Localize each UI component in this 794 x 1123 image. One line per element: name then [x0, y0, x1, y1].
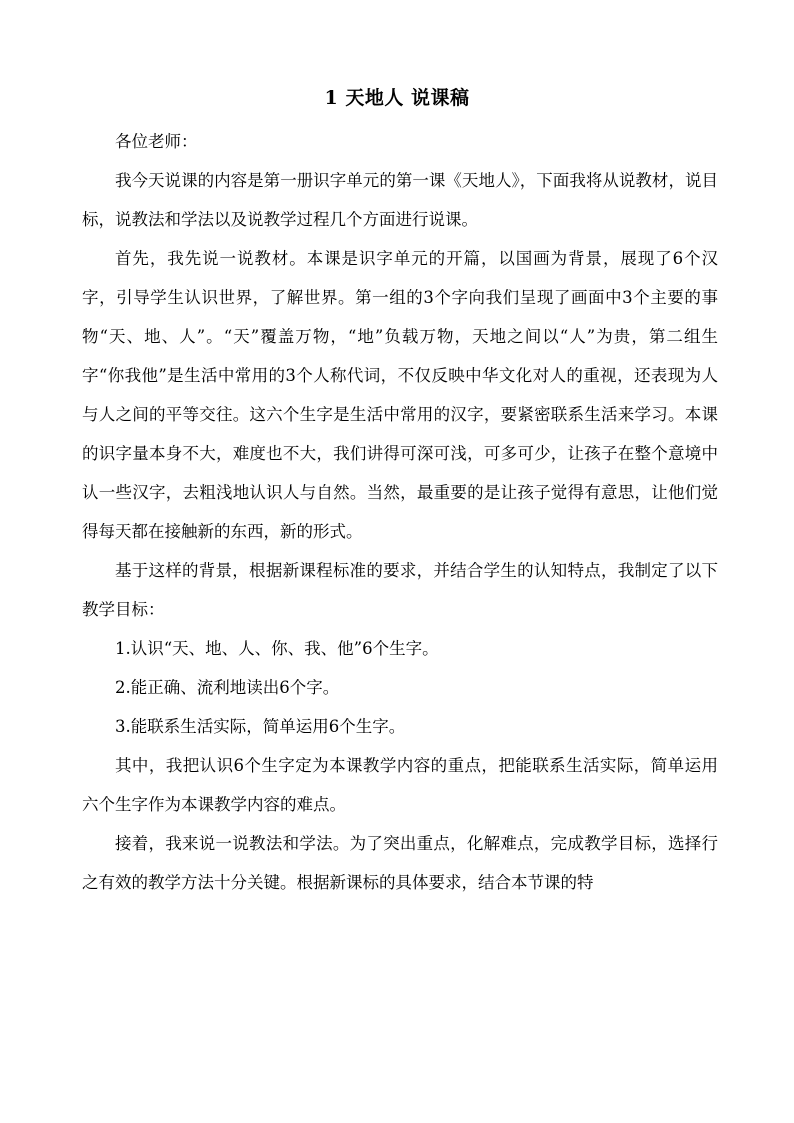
objective-item-1: 1.认识“天、地、人、你、我、他”6个生字。	[115, 639, 439, 658]
document-body	[82, 122, 718, 902]
objective-item-2: 2.能正确、流利地读出6个字。	[115, 678, 340, 697]
paragraph-objectives-intro: 基于这样的背景，根据新课程标准的要求，并结合学生的认知特点，我制定了以下教学目标：	[82, 561, 718, 619]
objective-item-3: 3.能联系生活实际，简单运用6个生字。	[115, 717, 406, 736]
paragraph-key-difficult-points: 其中，我把认识6个生字定为本课教学内容的重点，把能联系生活实际，简单运用六个生字作为本课教学内容的难点。	[82, 756, 718, 814]
paragraph-textbook-analysis: 首先，我先说一说教材。本课是识字单元的开篇，以国画为背景，展现了6个汉字，引导学生认识世界，了解世界。第一组的3个字向我们呈现了画面中3个主要的事物“天、地、人”。“天”覆盖万物，“地”负载万物，天地之间以“人”为贵，第二组生字“你我他”是生活中常用的3个人称代词，不仅反映中华文化对人的重视，还表现为人与人之间的平等交往。这六个生字是生活中常用的汉字，要紧密联系生活来学习。本课的识字量本身不大，难度也不大，我们讲得可深可浅，可多可少，让孩子在整个意境中认一些汉字，去粗浅地认识人与自然。当然，最重要的是让孩子觉得有意思，让他们觉得每天都在接触新的东西，新的形式。	[82, 249, 718, 541]
paragraph-teaching-methods: 接着，我来说一说教法和学法。为了突出重点，化解难点，完成教学目标，选择行之有效的教学方法十分关键。根据新课标的具体要求，结合本节课的特	[82, 834, 718, 892]
document-title: 1 天地人 说课稿	[324, 87, 470, 109]
paragraph-greeting: 各位老师：	[115, 132, 198, 151]
paragraph-intro: 我今天说课的内容是第一册识字单元的第一课《天地人》，下面我将从说教材，说目标，说教法和学法以及说教学过程几个方面进行说课。	[82, 171, 718, 229]
